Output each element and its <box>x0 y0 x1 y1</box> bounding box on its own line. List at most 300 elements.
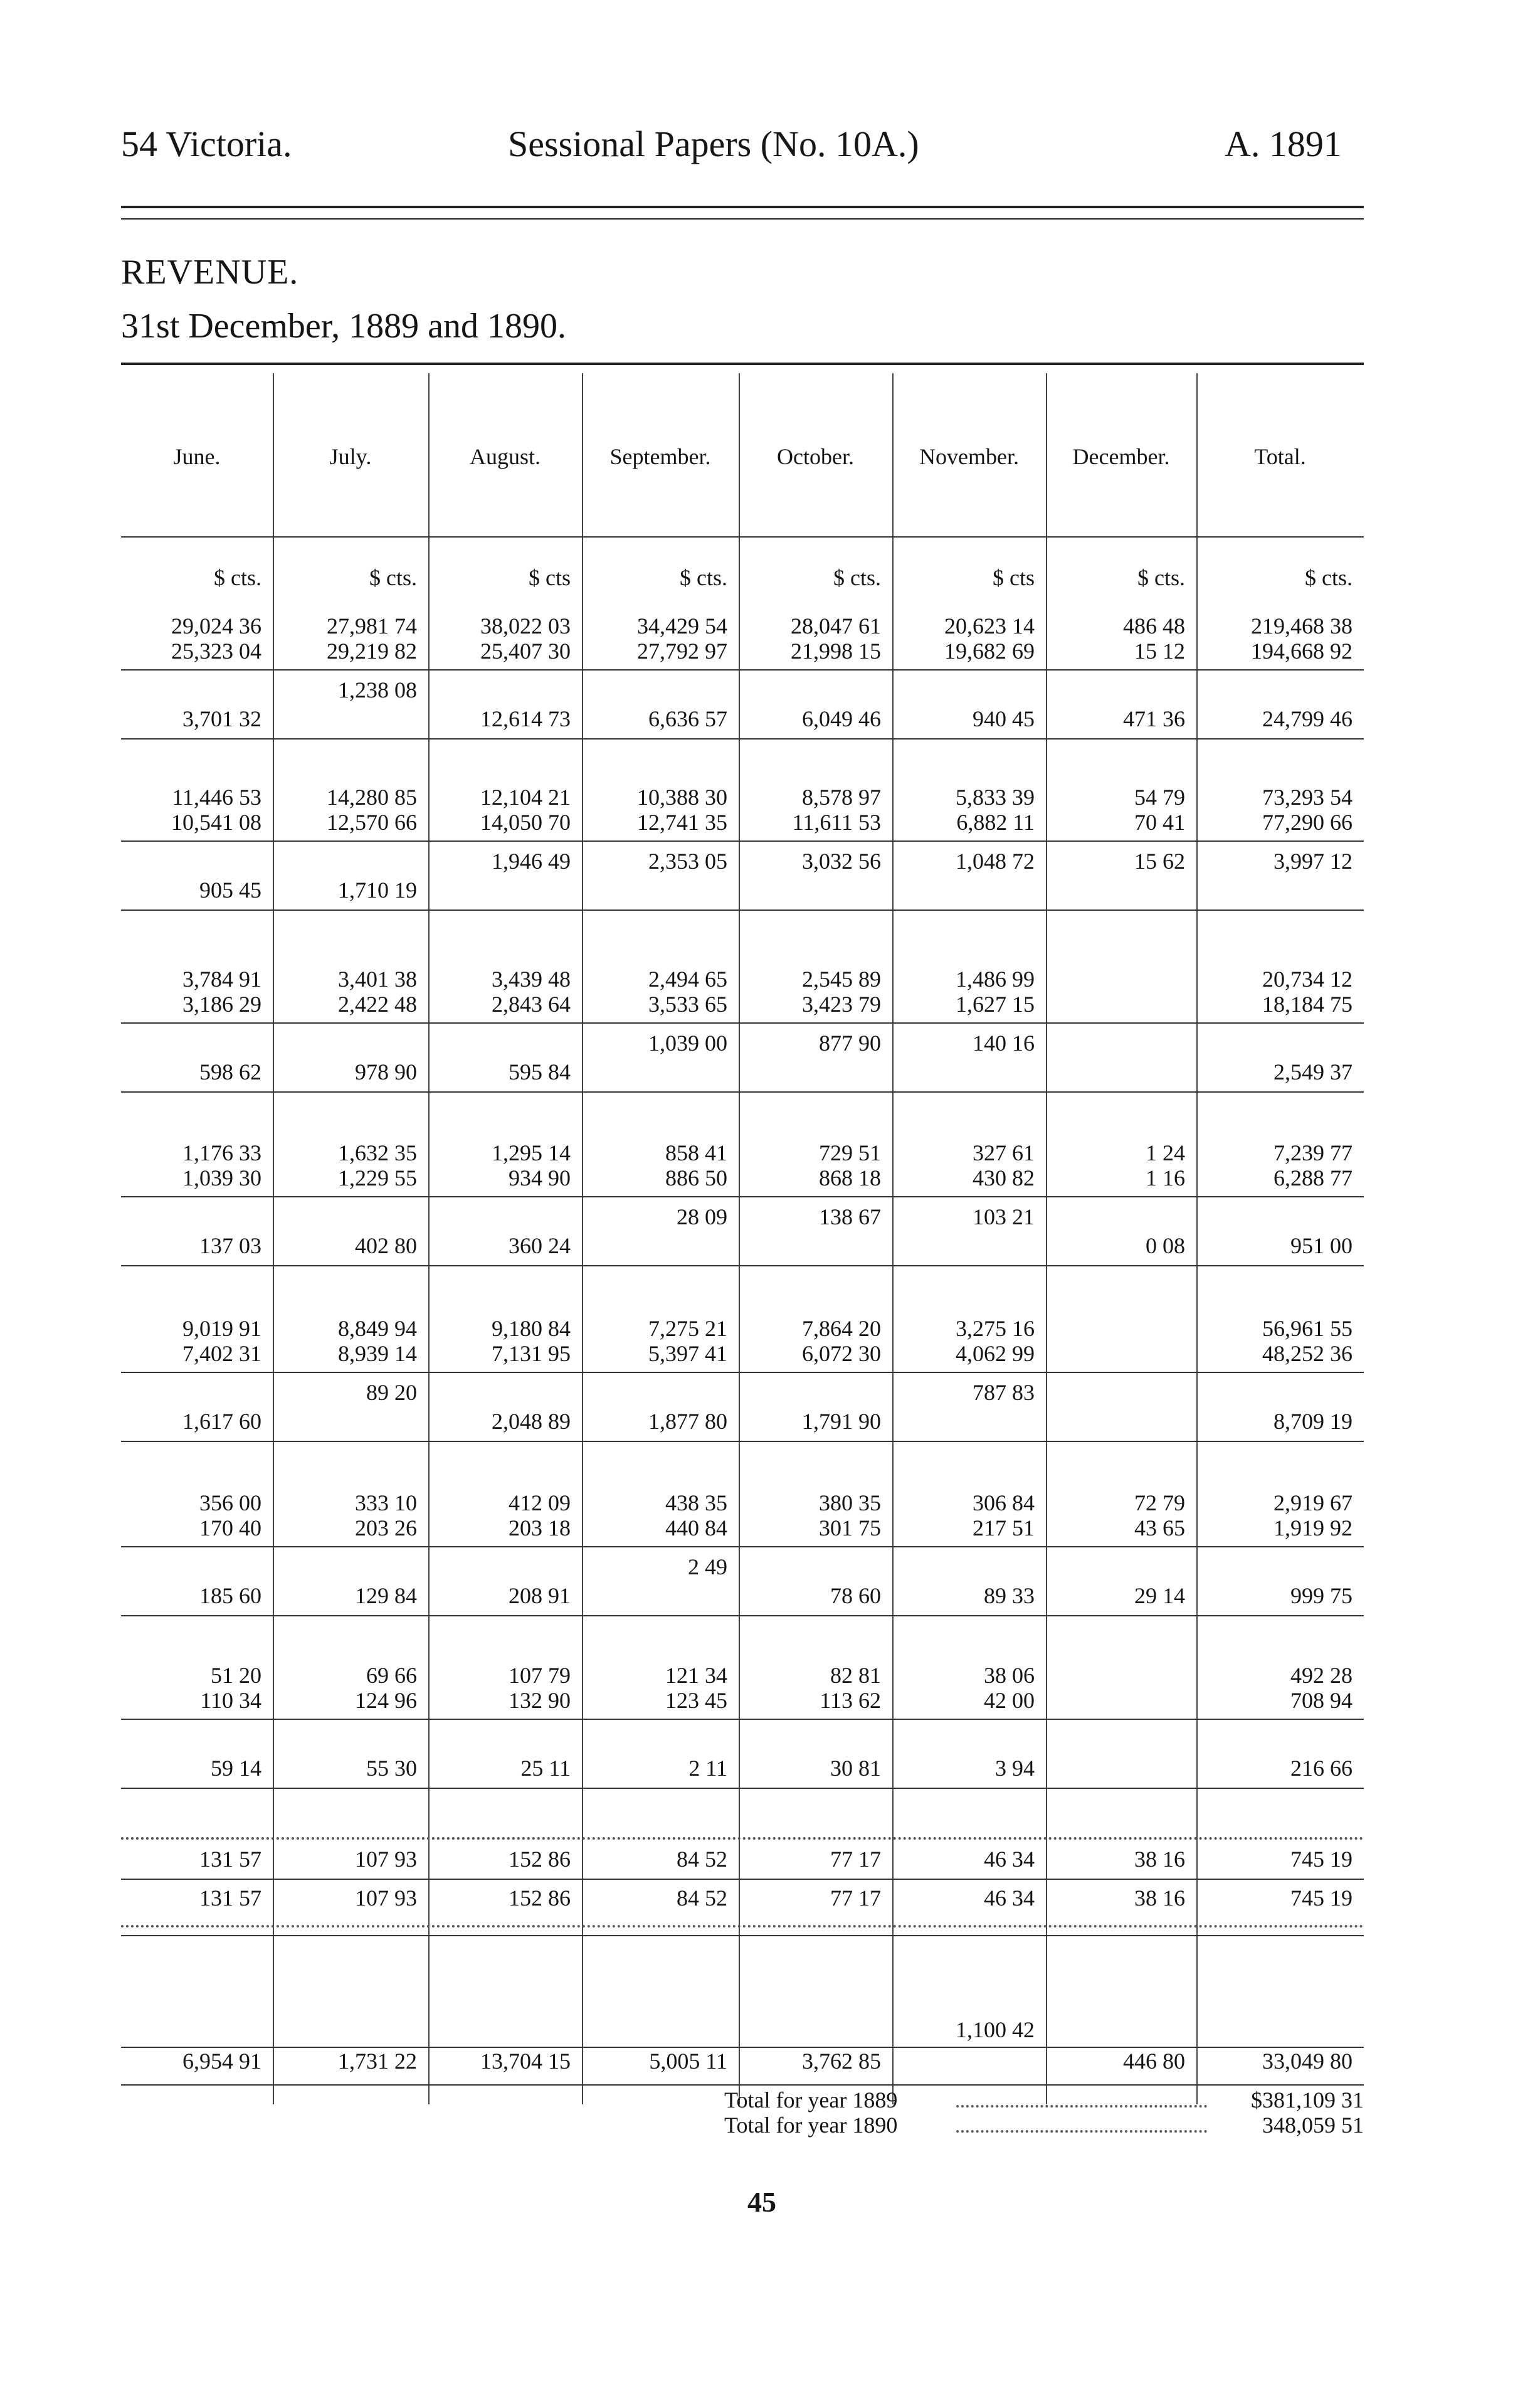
decrease-value: 905 45 <box>199 878 261 903</box>
decrease-value <box>582 1233 727 1259</box>
increase-value <box>273 1554 417 1580</box>
decrease-value <box>1046 877 1185 903</box>
amount-1889: 8,849 94 <box>338 1316 417 1341</box>
amount-1889: 3,275 16 <box>956 1316 1035 1341</box>
decrease-value: 129 84 <box>355 1583 417 1608</box>
increase-value <box>1046 677 1185 703</box>
amount-1890: 5,397 41 <box>648 1341 727 1366</box>
final-increase <box>1046 2017 1185 2043</box>
amount-1890: 886 50 <box>665 1165 727 1190</box>
increase-value <box>1046 1554 1185 1580</box>
increase-value <box>582 1726 727 1752</box>
amount-1890: 10,541 08 <box>171 810 261 835</box>
decrease-value: 598 62 <box>199 1059 261 1084</box>
title-rule <box>121 363 1364 365</box>
amount-1890: 217 51 <box>973 1515 1035 1540</box>
group-rule <box>121 1091 1364 1093</box>
amount-1890: 1,627 15 <box>956 992 1035 1017</box>
decrease-value <box>1046 1408 1185 1434</box>
total-1889-value: $381,109 31 <box>1251 2087 1364 2113</box>
amount-1889: 333 10 <box>355 1490 417 1515</box>
decrease-value: 2,549 37 <box>1274 1059 1353 1084</box>
increase-value <box>121 1030 261 1056</box>
amount-1889: 9,180 84 <box>492 1316 571 1341</box>
amount-1890: 1,229 55 <box>338 1165 417 1190</box>
decrease-value: 595 84 <box>509 1059 571 1084</box>
decrease-value: 1,617 60 <box>182 1409 261 1434</box>
amount-1890 <box>1046 991 1185 1017</box>
summary-row-b: 152 86 <box>509 1885 571 1911</box>
decrease-value <box>892 1233 1035 1259</box>
amount-1890: 25,407 30 <box>480 639 571 664</box>
final-increase <box>1196 2017 1353 2043</box>
amount-1889: 327 61 <box>973 1140 1035 1165</box>
summary-row-b: 38 16 <box>1134 1885 1185 1911</box>
decrease-value <box>892 1059 1035 1085</box>
amount-1890: 11,611 53 <box>792 810 881 835</box>
amount-1889 <box>1046 966 1185 992</box>
subtotal-rule <box>121 1546 1364 1547</box>
increase-value: 3,032 56 <box>802 849 881 874</box>
amount-1889: 107 79 <box>509 1663 571 1688</box>
final-increase <box>739 2017 881 2043</box>
increase-value <box>428 1204 571 1230</box>
amount-1889: 54 79 <box>1134 785 1185 810</box>
amount-1890: 21,998 15 <box>791 639 881 664</box>
increase-value <box>121 1554 261 1580</box>
amount-1889: 38,022 03 <box>480 613 571 639</box>
column-header: November. <box>919 444 1019 469</box>
summary-row-a: 152 86 <box>509 1847 571 1872</box>
increase-value <box>1046 1379 1185 1406</box>
unit-label: $ cts. <box>369 565 417 590</box>
subtotal-rule <box>121 840 1364 842</box>
amount-1889: 7,239 77 <box>1274 1140 1353 1165</box>
final-decrease: 13,704 15 <box>480 2049 571 2074</box>
decrease-value <box>273 706 417 732</box>
column-header: June. <box>173 444 221 469</box>
amount-1890 <box>1046 1340 1185 1367</box>
amount-1889: 28,047 61 <box>791 613 881 639</box>
final-decrease: 33,049 80 <box>1262 2049 1353 2074</box>
final-decrease: 5,005 11 <box>649 2049 727 2074</box>
decrease-value <box>739 877 881 903</box>
amount-1890: 868 18 <box>819 1165 881 1190</box>
increase-value <box>121 1726 261 1752</box>
decrease-value: 59 14 <box>211 1756 261 1781</box>
total-1889-leader <box>956 2102 1207 2108</box>
unit-label: $ cts. <box>1137 565 1185 590</box>
amount-1890: 43 65 <box>1134 1515 1185 1540</box>
final-decrease: 446 80 <box>1123 2049 1185 2074</box>
final-increase: 1,100 42 <box>956 2017 1035 2042</box>
amount-1889: 306 84 <box>973 1490 1035 1515</box>
decrease-value: 999 75 <box>1290 1583 1353 1608</box>
total-1890-label: Total for year 1890 <box>724 2113 898 2138</box>
subtotal-rule <box>121 1196 1364 1197</box>
amount-1890: 113 62 <box>820 1688 881 1713</box>
group-rule <box>121 738 1364 740</box>
amount-1889: 412 09 <box>509 1490 571 1515</box>
increase-value <box>1196 677 1353 703</box>
amount-1890: 3,186 29 <box>182 992 261 1017</box>
amount-1889: 2,545 89 <box>802 967 881 992</box>
increase-value: 2 49 <box>688 1554 727 1579</box>
amount-1890: 77,290 66 <box>1262 810 1353 835</box>
header-center: Sessional Papers (No. 10A.) <box>508 124 919 164</box>
amount-1889: 69 66 <box>366 1663 417 1688</box>
final-increase <box>121 2017 261 2043</box>
decrease-value <box>1196 877 1353 903</box>
amount-1890: 440 84 <box>665 1515 727 1540</box>
column-header: August. <box>469 444 541 469</box>
decrease-value: 6,636 57 <box>648 706 727 731</box>
increase-value <box>428 1554 571 1580</box>
column-header: December. <box>1072 444 1170 469</box>
increase-value: 787 83 <box>973 1380 1035 1405</box>
increase-value <box>428 677 571 703</box>
amount-1889: 1,176 33 <box>182 1140 261 1165</box>
amount-1889: 56,961 55 <box>1262 1316 1353 1341</box>
amount-1890: 8,939 14 <box>338 1341 417 1366</box>
decrease-value: 8,709 19 <box>1274 1409 1353 1434</box>
amount-1890: 203 18 <box>509 1515 571 1540</box>
total-1889-label: Total for year 1889 <box>724 2087 898 2113</box>
amount-1890: 934 90 <box>509 1165 571 1190</box>
summary-row-a: 131 57 <box>199 1847 261 1872</box>
increase-value <box>892 1726 1035 1752</box>
decrease-value: 55 30 <box>366 1756 417 1781</box>
decrease-value: 216 66 <box>1290 1756 1353 1781</box>
amount-1890: 2,843 64 <box>492 992 571 1017</box>
amount-1890: 1,919 92 <box>1274 1515 1353 1540</box>
final-decrease <box>892 2048 1035 2074</box>
group-rule <box>121 1615 1364 1616</box>
subtotal-rule <box>121 1022 1364 1024</box>
amount-1890: 70 41 <box>1134 810 1185 835</box>
final-decrease: 3,762 85 <box>802 2049 881 2074</box>
increase-value: 89 20 <box>366 1380 417 1405</box>
amount-1889: 1,632 35 <box>338 1140 417 1165</box>
amount-1889 <box>1046 1662 1185 1689</box>
summary-row-b: 745 19 <box>1290 1885 1353 1911</box>
decrease-value: 3,701 32 <box>182 706 261 731</box>
decrease-value: 978 90 <box>355 1059 417 1084</box>
amount-1890: 12,741 35 <box>637 810 727 835</box>
summary-row-b: 107 93 <box>355 1885 417 1911</box>
amount-1889: 356 00 <box>199 1490 261 1515</box>
increase-value: 15 62 <box>1134 849 1185 874</box>
amount-1889: 3,784 91 <box>182 967 261 992</box>
amount-1889: 5,833 39 <box>956 785 1035 810</box>
header-rule-bottom <box>121 218 1364 220</box>
increase-value <box>1046 1726 1185 1752</box>
amount-1890: 29,219 82 <box>327 639 417 664</box>
increase-value <box>273 1204 417 1230</box>
revenue-table <box>121 373 1364 2224</box>
amount-1889: 11,446 53 <box>172 785 261 810</box>
amount-1889: 729 51 <box>819 1140 881 1165</box>
amount-1889: 82 81 <box>830 1663 881 1688</box>
final-increase <box>273 2017 417 2043</box>
amount-1890: 12,570 66 <box>327 810 417 835</box>
summary-row-a: 745 19 <box>1290 1847 1353 1872</box>
amount-1889 <box>1046 1315 1185 1342</box>
amount-1889: 486 48 <box>1123 613 1185 639</box>
amount-1889: 72 79 <box>1134 1490 1185 1515</box>
amount-1889: 121 34 <box>665 1663 727 1688</box>
increase-value <box>273 848 417 874</box>
decrease-value: 6,049 46 <box>802 706 881 731</box>
final-decrease: 6,954 91 <box>182 2049 261 2074</box>
increase-value: 103 21 <box>973 1204 1035 1229</box>
amount-1890: 3,533 65 <box>648 992 727 1017</box>
increase-value <box>739 1379 881 1406</box>
increase-value: 138 67 <box>819 1204 881 1229</box>
summary-row-a: 77 17 <box>830 1847 881 1872</box>
amount-1889: 73,293 54 <box>1262 785 1353 810</box>
amount-1889: 27,981 74 <box>327 613 417 639</box>
subtotal-rule <box>121 1372 1364 1373</box>
decrease-value <box>739 1233 881 1259</box>
amount-1890: 203 26 <box>355 1515 417 1540</box>
increase-value <box>892 677 1035 703</box>
increase-value <box>428 1726 571 1752</box>
decrease-value <box>892 877 1035 903</box>
group-rule <box>121 909 1364 911</box>
amount-1890: 4,062 99 <box>956 1341 1035 1366</box>
page-subtitle: 31st December, 1889 and 1890. <box>121 307 567 346</box>
increase-value: 140 16 <box>973 1031 1035 1056</box>
amount-1890 <box>1046 1687 1185 1714</box>
amount-1890: 6,072 30 <box>802 1341 881 1366</box>
amount-1889: 1 24 <box>1146 1140 1185 1165</box>
amount-1890: 6,882 11 <box>956 810 1035 835</box>
decrease-value: 25 11 <box>520 1756 571 1781</box>
column-header: October. <box>777 444 854 469</box>
increase-value: 2,353 05 <box>648 849 727 874</box>
amount-1890: 708 94 <box>1290 1688 1353 1713</box>
amount-1889: 219,468 38 <box>1251 613 1353 639</box>
amount-1889: 858 41 <box>665 1140 727 1165</box>
increase-value <box>121 1204 261 1230</box>
leader-dots <box>121 1828 1364 1840</box>
unit-label: $ cts <box>993 565 1035 590</box>
increase-value <box>582 1379 727 1406</box>
amount-1889: 34,429 54 <box>637 613 727 639</box>
amount-1889: 51 20 <box>211 1663 261 1688</box>
amount-1890: 48,252 36 <box>1262 1341 1353 1366</box>
amount-1889: 380 35 <box>819 1490 881 1515</box>
decrease-value: 1,791 90 <box>802 1409 881 1434</box>
decrease-value: 951 00 <box>1290 1233 1353 1258</box>
decrease-value: 3 94 <box>995 1756 1035 1781</box>
decrease-value: 402 80 <box>355 1233 417 1258</box>
total-1890-leader <box>956 2128 1207 2133</box>
increase-value: 1,039 00 <box>648 1031 727 1056</box>
increase-value <box>1196 1204 1353 1230</box>
amount-1889: 38 06 <box>984 1663 1035 1688</box>
amount-1890: 7,402 31 <box>182 1341 261 1366</box>
amount-1889: 1,486 99 <box>956 967 1035 992</box>
increase-value <box>1196 1379 1353 1406</box>
summary-row-b: 84 52 <box>677 1885 727 1911</box>
page-number: 45 <box>747 2186 776 2218</box>
amount-1890: 15 12 <box>1134 639 1185 664</box>
column-header: July. <box>329 444 372 469</box>
amount-1890: 6,288 77 <box>1274 1165 1353 1190</box>
unit-label: $ cts. <box>833 565 881 590</box>
decrease-value: 360 24 <box>509 1233 571 1258</box>
amount-1889: 7,275 21 <box>648 1316 727 1341</box>
amount-1890: 14,050 70 <box>480 810 571 835</box>
amount-1890: 124 96 <box>355 1688 417 1713</box>
amount-1890: 194,668 92 <box>1251 639 1353 664</box>
column-header: September. <box>609 444 711 469</box>
amount-1890: 110 34 <box>200 1688 261 1713</box>
decrease-value <box>739 1059 881 1085</box>
decrease-value: 2,048 89 <box>492 1409 571 1434</box>
decrease-value: 30 81 <box>830 1756 881 1781</box>
increase-value <box>1196 1030 1353 1056</box>
increase-value <box>892 1554 1035 1580</box>
amount-1890: 1 16 <box>1146 1165 1185 1190</box>
decrease-value <box>273 1408 417 1434</box>
amount-1889: 492 28 <box>1290 1663 1353 1688</box>
decrease-value: 2 11 <box>688 1756 727 1781</box>
decrease-value <box>428 877 571 903</box>
increase-value <box>273 1726 417 1752</box>
final-decrease: 1,731 22 <box>338 2049 417 2074</box>
summary-rule <box>121 1879 1364 1880</box>
decrease-value: 940 45 <box>973 706 1035 731</box>
increase-value <box>428 1379 571 1406</box>
increase-value <box>273 1030 417 1056</box>
amount-1889: 2,919 67 <box>1274 1490 1353 1515</box>
summary-row-a: 46 34 <box>984 1847 1035 1872</box>
decrease-value <box>582 877 727 903</box>
amount-1890: 27,792 97 <box>637 639 727 664</box>
amount-1889: 9,019 91 <box>182 1316 261 1341</box>
amount-1890: 7,131 95 <box>492 1341 571 1366</box>
increase-value <box>1196 1726 1353 1752</box>
amount-1890: 132 90 <box>509 1688 571 1713</box>
amount-1889: 1,295 14 <box>492 1140 571 1165</box>
increase-value <box>428 1030 571 1056</box>
group-rule <box>121 1265 1364 1266</box>
increase-value <box>121 1379 261 1406</box>
increase-value <box>1046 1030 1185 1056</box>
decrease-value: 24,799 46 <box>1262 706 1353 731</box>
decrease-value: 1,710 19 <box>338 878 417 903</box>
increase-value <box>1046 1204 1185 1230</box>
amount-1889: 438 35 <box>665 1490 727 1515</box>
increase-value: 877 90 <box>819 1031 881 1056</box>
increase-value <box>121 848 261 874</box>
amount-1890: 2,422 48 <box>338 992 417 1017</box>
amount-1889: 7,864 20 <box>802 1316 881 1341</box>
unit-label: $ cts. <box>214 565 261 590</box>
group-rule <box>121 1788 1364 1789</box>
decrease-value <box>582 1059 727 1085</box>
increase-value <box>121 677 261 703</box>
decrease-value: 137 03 <box>199 1233 261 1258</box>
decrease-value <box>1046 1755 1185 1781</box>
amount-1889: 2,494 65 <box>648 967 727 992</box>
decrease-value: 29 14 <box>1134 1583 1185 1608</box>
unit-label: $ cts. <box>680 565 727 590</box>
amount-1889: 14,280 85 <box>327 785 417 810</box>
decrease-value: 12,614 73 <box>480 706 571 731</box>
amount-1890: 1,039 30 <box>182 1165 261 1190</box>
group-rule <box>121 1441 1364 1442</box>
summary-rule <box>121 1935 1364 1936</box>
header-rule-top <box>121 206 1364 208</box>
decrease-value: 0 08 <box>1146 1233 1185 1258</box>
increase-value: 3,997 12 <box>1274 849 1353 874</box>
header-right: A. 1891 <box>1225 124 1342 164</box>
amount-1889: 12,104 21 <box>480 785 571 810</box>
increase-value <box>739 1554 881 1580</box>
final-increase <box>582 2017 727 2043</box>
summary-row-b: 131 57 <box>199 1885 261 1911</box>
amount-1890: 42 00 <box>984 1688 1035 1713</box>
summary-row-b: 77 17 <box>830 1885 881 1911</box>
amount-1889: 20,623 14 <box>944 613 1035 639</box>
summary-row-a: 84 52 <box>677 1847 727 1872</box>
amount-1890: 430 82 <box>973 1165 1035 1190</box>
unit-label: $ cts. <box>1305 565 1353 590</box>
decrease-value: 185 60 <box>199 1583 261 1608</box>
amount-1889: 3,439 48 <box>492 967 571 992</box>
amount-1890: 19,682 69 <box>944 639 1035 664</box>
header-left: 54 Victoria. <box>121 124 292 164</box>
amount-1889: 10,388 30 <box>637 785 727 810</box>
amount-1890: 3,423 79 <box>802 992 881 1017</box>
increase-value: 1,238 08 <box>338 677 417 703</box>
decrease-value: 208 91 <box>509 1583 571 1608</box>
amount-1889: 3,401 38 <box>338 967 417 992</box>
decrease-value: 1,877 80 <box>648 1409 727 1434</box>
header-rule <box>121 536 1364 538</box>
summary-row-a: 38 16 <box>1134 1847 1185 1872</box>
increase-value: 1,946 49 <box>492 849 571 874</box>
table-bottom-rule <box>121 2084 1364 2086</box>
decrease-value <box>892 1408 1035 1434</box>
decrease-value: 78 60 <box>830 1583 881 1608</box>
decrease-value <box>582 1583 727 1609</box>
increase-value <box>739 677 881 703</box>
subtotal-rule <box>121 669 1364 671</box>
summary-row-b: 46 34 <box>984 1885 1035 1911</box>
total-1890-value: 348,059 51 <box>1262 2113 1364 2138</box>
page-title: REVENUE. <box>121 253 299 292</box>
column-header: Total. <box>1254 444 1306 469</box>
amount-1890: 25,323 04 <box>171 639 261 664</box>
final-increase <box>428 2017 571 2043</box>
amount-1890: 18,184 75 <box>1262 992 1353 1017</box>
unit-label: $ cts <box>529 565 571 590</box>
amount-1890: 301 75 <box>819 1515 881 1540</box>
increase-value: 28 09 <box>677 1204 727 1229</box>
increase-value <box>582 677 727 703</box>
amount-1889: 20,734 12 <box>1262 967 1353 992</box>
summary-row-a: 107 93 <box>355 1847 417 1872</box>
decrease-value <box>1046 1059 1185 1085</box>
leader-dots <box>121 1916 1364 1927</box>
decrease-value: 89 33 <box>984 1583 1035 1608</box>
amount-1889: 8,578 97 <box>802 785 881 810</box>
